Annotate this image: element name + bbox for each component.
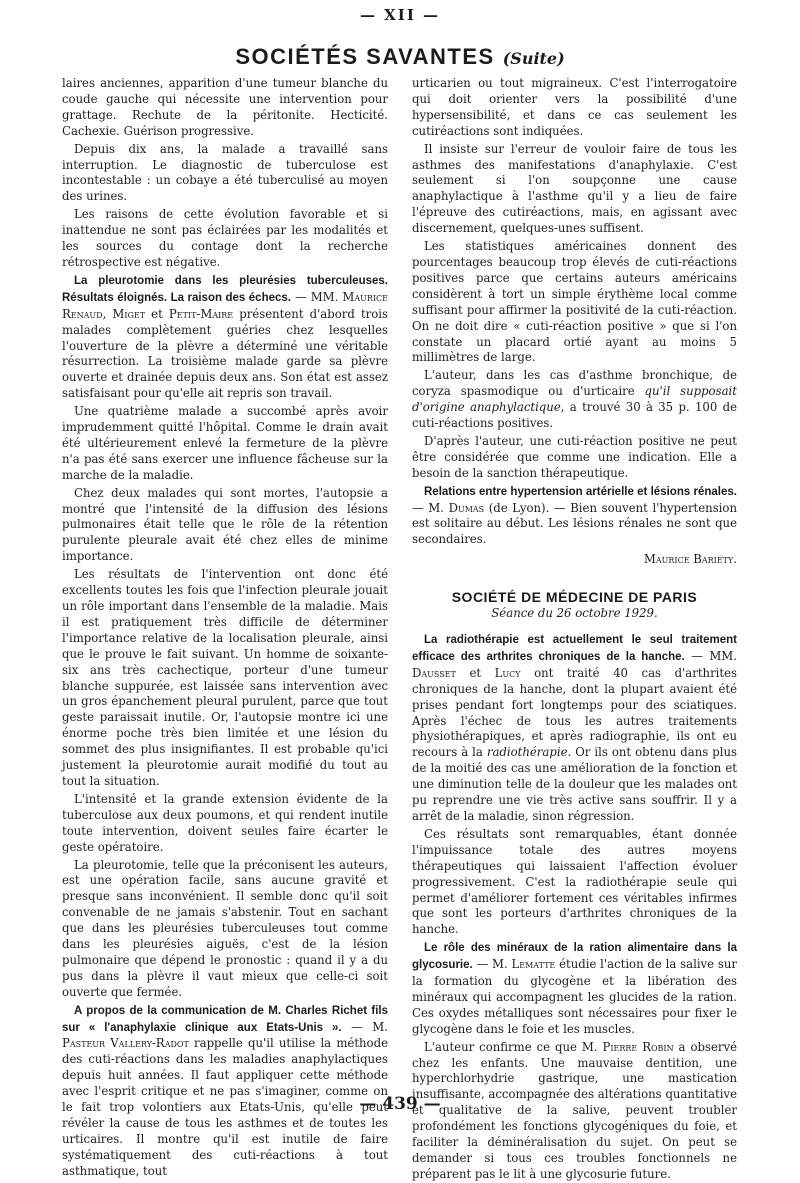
seance-date: Séance du 26 octobre 1929. [491, 606, 658, 621]
author-name: Pierre Robin [602, 1039, 674, 1054]
text-run: — M. [472, 957, 512, 972]
paragraph: Chez deux malades qui sont mortes, l'autopsie a montré que l'intensité de la diffusion des lésions pulmonaires était telle que le rôle de la rétention purulente pleurale avait été chez elles de minime importance. [62, 485, 388, 564]
section-radiotherapie [412, 632, 737, 825]
paragraph: laires anciennes, apparition d'une tumeur blanche du coude gauche qui nécessite une intervention pour grattage. Rechute de la péritonite. Hecticité. Cachexie. Guérison progressive. [62, 76, 388, 138]
section-glycosurie [412, 940, 737, 1037]
text-run: — M. [412, 500, 449, 515]
text-run: et [145, 306, 169, 321]
right-column [412, 76, 738, 1181]
paragraph: Une quatrième malade a succombé après avoir imprudemment quitté l'hôpital. Comme le drain avait été ultérieurement enlevé la fermeture de la plèvre n'a pas été sans exercer une influence fâcheuse sur la marche de la maladie. [62, 404, 388, 482]
text-run: a observé chez les enfants. Une mauvaise dentition, une hyperchlorhydrie gastrique, une mastication insuffisante, accompagnée des altérations quantitative et qualitative de la salive, peuvent troubler profondément les fonctions glycogéniques du foie, et faciliter la déminéralisation du sujet. On peut se demander si tous ces troubles fonctionnels ne préparent pas le lit à une glycosurie future. [412, 1039, 738, 1181]
paragraph: Les résultats de l'intervention ont donc été excellents toutes les fois que l'infection pleurale jouait un rôle important dans l'ensemble de la maladie. Mais il est pratiquement très difficile de déterminer l'importance relative de la localisation pleurale, ainsi que le prouve le fait suivant. Un homme de soixante-six ans très cachectique, porteur d'une tumeur blanche suppurée, est laissée sans intervention avec un gros épanchement pleural purulent, parce que tout geste paraissait inutile. Or, l'autopsie montre ici une énorme poche très bien limitée et une lésion du sommet des plus insignifiantes. Il est probable qu'ici justement la pleurotomie aurait modifié du tout au tout la situation. [62, 567, 388, 788]
section-heading: Relations entre hypertension artérielle et lésions rénales. [424, 485, 737, 498]
folio: — XII — [359, 6, 441, 24]
section-heading: La pleurotomie dans les pleurésies tuberculeuses. Résultats éloignés. La raison des échecs. [62, 274, 388, 304]
author-name: Dumas [448, 500, 485, 515]
text-run: et [455, 665, 495, 680]
text-run: (de Lyon). — Bien souvent l'hypertension est solitaire au début. Les lésions rénales ne sont que secondaires. [412, 500, 737, 547]
society-title: SOCIÉTÉ DE MÉDECINE DE PARIS [451, 589, 698, 606]
text-run: L'auteur, dans les cas d'asthme bronchique, de coryza spasmodique ou d'urticaire [412, 368, 737, 399]
text-run: , a trouvé 30 à 35 p. 100 de cuti-réactions positives. [412, 400, 737, 431]
left-column [62, 76, 388, 1178]
running-head [0, 44, 800, 70]
paragraph: Il insiste sur l'erreur de vouloir faire de tous les asthmes des manifestations d'anaphylaxie. C'est seulement si l'on soupçonne une cause anaphylactique à l'asthme qu'il y a lieu de faire l'épreuve des cutiréactions, mais, en agissant avec discernement, quelques-unes suffisent. [412, 141, 737, 236]
author-name: Petit-Maire [168, 306, 234, 321]
section-hypertension [412, 484, 737, 549]
text-run-italic: qu'il supposait d'origine anaphylactique [412, 384, 737, 415]
signature: Maurice Bariéty. [643, 552, 737, 567]
page-number: — 439 — [359, 1094, 441, 1114]
author-name: Miget [112, 306, 146, 321]
running-head-title: SOCIÉTÉS SAVANTES [235, 44, 495, 69]
text-run: rappelle qu'il utilise la méthode des cuti-réactions dans les maladies anaphylactiques depuis huit années. Il faut appliquer cette méthode avec l'esprit critique et ne pas s'imaginer, comme on le fait trop volontiers aux Etats-Unis, qu'elle peut révéler la cause de tous les asthmes et de toutes les urticaires. Il montre qu'il est inutile de faire systématiquement des cuti-réactions à tout asthmatique, tout [62, 1036, 388, 1178]
text-run: , [102, 306, 113, 321]
paragraph: Ces résultats sont remarquables, étant donnée l'impuissance totale des autres moyens thérapeutiques qui laissaient l'affection évoluer progressivement. C'est la radiothérapie seule qui permet d'améliorer fortement ces véritables infirmes que sont les porteurs d'arthrites chroniques de la hanche. [412, 826, 737, 937]
text-run: — M. [341, 1019, 388, 1034]
text-run-italic: radiothérapie [486, 745, 568, 760]
text-run: — MM. [684, 648, 737, 663]
section-heading: Le rôle des minéraux de la ration alimentaire dans la glycosurie. [412, 942, 737, 972]
author-name: Lucy [494, 665, 521, 680]
text-run: ont traité 40 cas d'arthrites chroniques de la hanche, dont la plupart avaient été prises pendant fort longtemps pour des sciatiques. Après l'échec de tous les autres traitements physiothérapiques, et après radiographie, ils ont eu recours à la [412, 665, 738, 760]
text-run: — MM. [291, 289, 343, 304]
text-run: présentent d'abord trois malades complètement guéries chez lesquelles l'ouverture de la plèvre a déterminé une véritable résurrection. La troisième malade garde sa plèvre ouverte et drainée depuis deux ans. Son état est assez satisfaisant pour qu'elle ait repris son travail. [62, 306, 388, 401]
paragraph: La pleurotomie, telle que la préconisent les auteurs, est une opération facile, sans aucune gravité et presque sans inconvénient. Il semble donc qu'il soit convenable de ne jamais s'abstenir. Tout en sachant que dans les pleurésies tuberculeuses tout comme dans les pleurésies aiguës, c'est de la lésion pulmonaire que dépend le pronostic : quand il y a du pus dans la plèvre il vaut mieux que celle-ci soit ouverte que fermée. [62, 857, 388, 999]
author-name: Dausset [412, 665, 456, 680]
text-run: . Or ils ont obtenu dans plus de la moitié des cas une amélioration de la fonction et une diminution telle de la douleur que les malades ont pu reprendre une vie très active sans souffrir. Il y a arrêt de la maladie, sinon régression. [412, 745, 737, 823]
paragraph: D'après l'auteur, une cuti-réaction positive ne peut être considérée que comme une indication. Elle a besoin de la sanction thérapeutique. [412, 433, 737, 480]
paragraph: L'intensité et la grande extension évidente de la tuberculose aux deux poumons, et qui rendent inutile toute intervention, doivent seules faire écarter le geste opératoire. [62, 791, 388, 854]
text-run: étudie l'action de la salive sur la formation du glycogène et la libération des minéraux qui accompagnent les glucides de la ration. Ces oxydes métalliques sont nécessaires pour fixer le glycogène dans le foie et les muscles. [412, 957, 737, 1036]
author-name: Pasteur Vallery-Radot [62, 1036, 189, 1051]
running-head-suite: (Suite) [502, 49, 565, 68]
section-heading: A propos de la communication de M. Charles Richet fils sur « l'anaphylaxie clinique aux Etats-Unis ». [62, 1004, 388, 1034]
text-run: L'auteur confirme ce que M. [424, 1039, 603, 1054]
section-pleurotomie [62, 273, 388, 402]
paragraph: Depuis dix ans, la malade a travaillé sans interruption. Le diagnostic de tuberculose est incontestable : un cobaye a été tuberculisé au moyen des urines. [62, 141, 388, 204]
author-name: Maurice Renaud [62, 289, 388, 321]
section-anaphylaxie [62, 1003, 388, 1180]
section-heading: La radiothérapie est actuellement le seul traitement efficace des arthrites chroniques de la hanche. [412, 634, 737, 663]
paragraph: Les statistiques américaines donnent des pourcentages beaucoup trop élevés de cuti-réactions positives parce que certains auteurs américains considèrent à tort un simple érythème local comme suffisant pour affirmer la positivité de la cuti-réaction. On ne doit dire « cuti-réaction positive » que si l'on constate un placard ortié ayant au moins 5 millimètres de large. [412, 239, 737, 365]
paragraph: urticarien ou tout migraineux. C'est l'interrogatoire qui doit orienter vers la possibilité d'une hypersensibilité, et dans ce cas seulement les cutiréactions sont indiquées. [412, 76, 737, 138]
paragraph: Les raisons de cette évolution favorable et si inattendue ne sont pas éclairées par les modalités et les sources du contage dont la recherche rétrospective est négative. [62, 207, 388, 269]
author-name: Lematte [511, 957, 556, 972]
paragraph [412, 368, 737, 432]
